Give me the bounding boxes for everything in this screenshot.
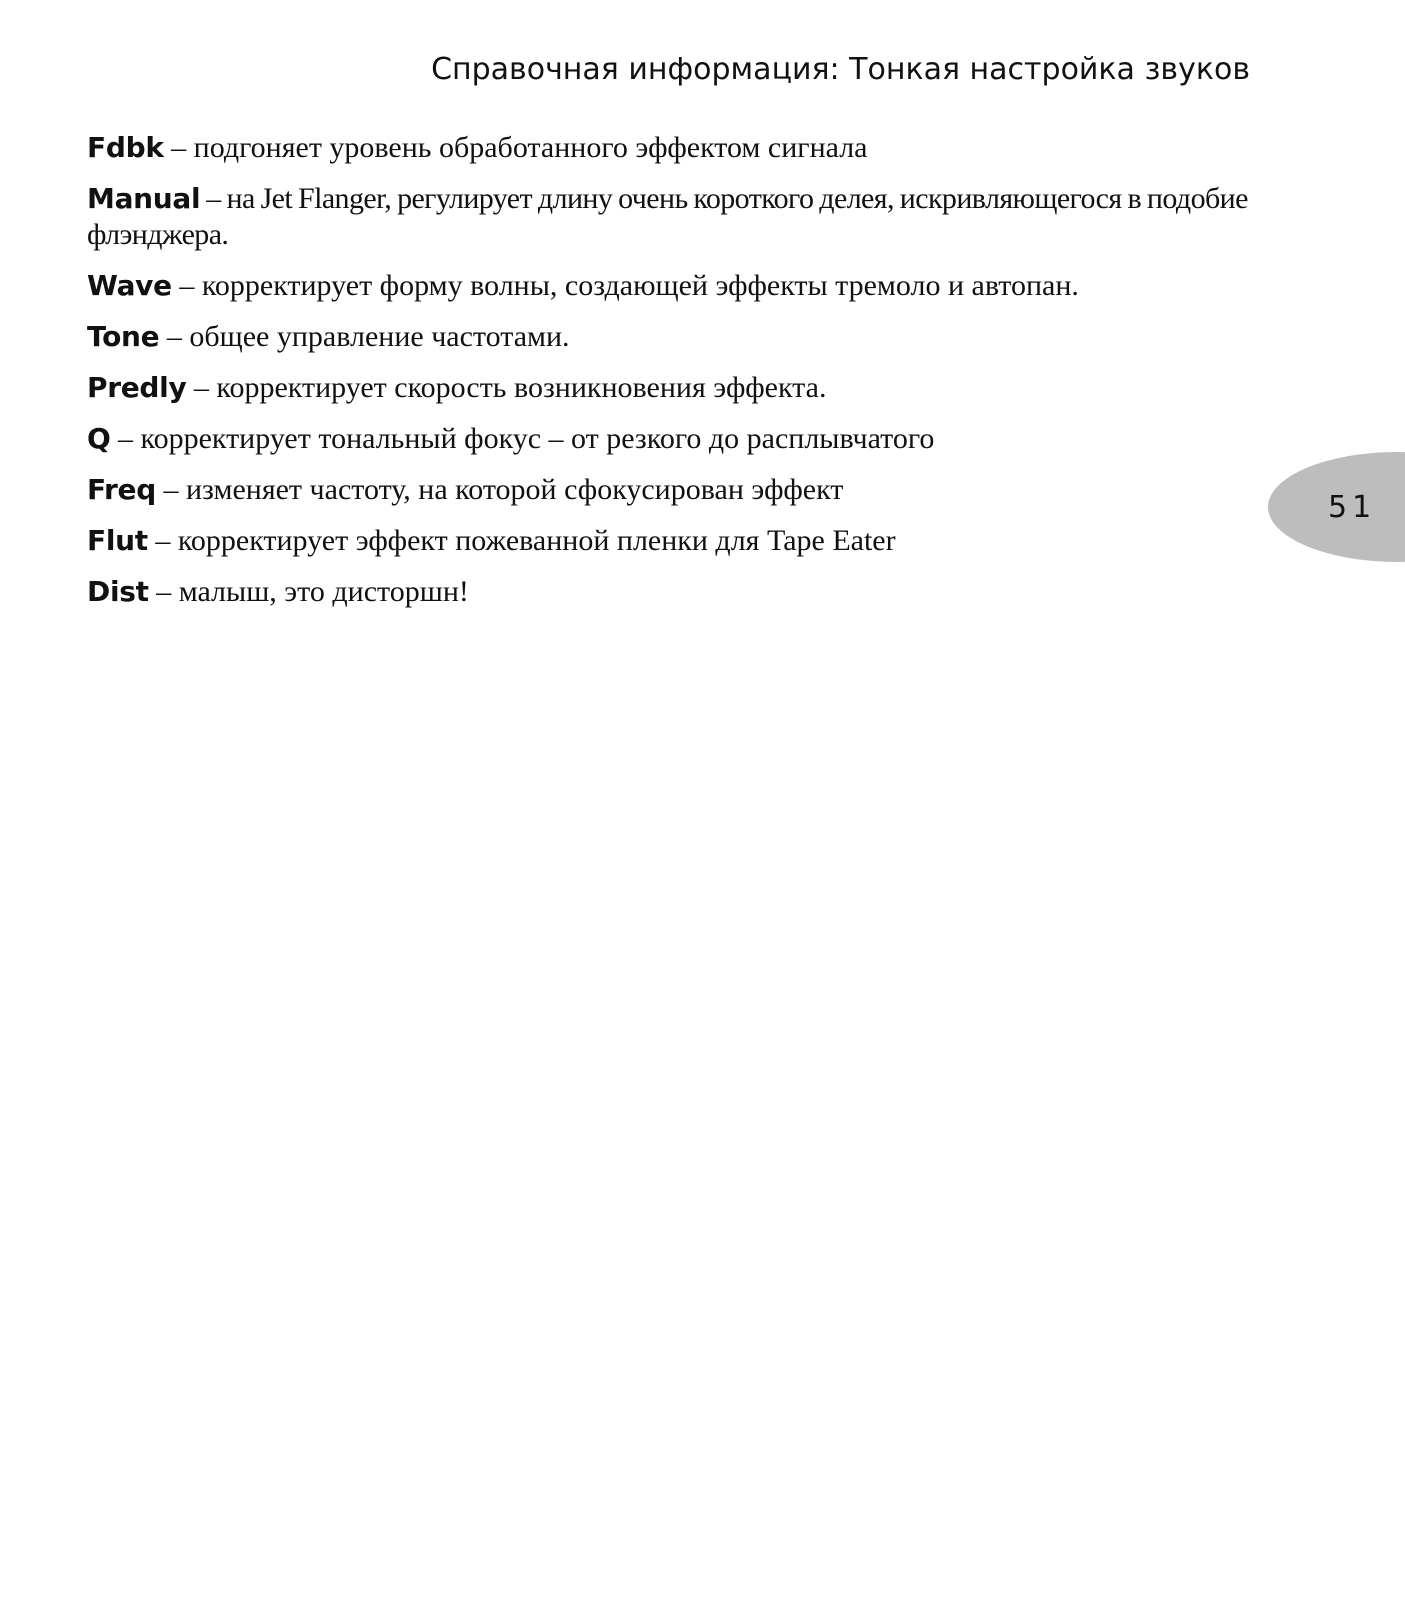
dash-separator: –	[186, 371, 217, 404]
term-description: общее управление частотами.	[189, 320, 570, 353]
term-label: Wave	[87, 269, 172, 302]
definition-entry-flut	[87, 523, 1252, 559]
term-description: подгоняет уровень обработанного эффектом сигнала	[193, 131, 868, 164]
page-number: 51	[1328, 490, 1377, 525]
definition-entry-dist	[87, 574, 1252, 610]
definition-entry-q	[87, 421, 1252, 457]
term-label: Fdbk	[87, 131, 164, 164]
dash-separator: –	[171, 269, 202, 302]
term-description: малыш, это дисторшн!	[178, 575, 469, 608]
definition-entry-fdbk	[87, 130, 1252, 166]
term-description: корректирует тональный фокус – от резкого до расплывчатого	[140, 422, 935, 455]
dash-separator: –	[148, 575, 179, 608]
term-description: изменяет частоту, на которой сфокусирован эффект	[185, 473, 844, 506]
parameter-definition-list	[87, 130, 1252, 625]
term-label: Manual	[87, 182, 201, 215]
definition-entry-predly	[87, 370, 1252, 406]
dash-separator: –	[110, 422, 141, 455]
term-label: Q	[87, 422, 111, 455]
term-label: Predly	[87, 371, 187, 404]
definition-entry-wave	[87, 268, 1252, 304]
dash-separator: –	[163, 131, 194, 164]
dash-separator: –	[155, 473, 186, 506]
term-label: Dist	[87, 575, 149, 608]
term-label: Flut	[87, 524, 148, 557]
term-description: корректирует эффект пожеванной пленки для Tape Eater	[177, 524, 896, 557]
definition-entry-freq	[87, 472, 1252, 508]
term-description: на Jet Flanger, регулирует длину очень короткого делея, искривляющегося в подобие флэнджера.	[87, 182, 1248, 251]
term-label: Freq	[87, 473, 156, 506]
definition-entry-manual	[87, 181, 1252, 253]
dash-separator: –	[200, 182, 227, 215]
dash-separator: –	[159, 320, 190, 353]
term-description: корректирует форму волны, создающей эффекты тремоло и автопан.	[201, 269, 1079, 302]
definition-entry-tone	[87, 319, 1252, 355]
running-header-title: Справочная информация: Тонкая настройка звуков	[431, 52, 1250, 87]
dash-separator: –	[147, 524, 178, 557]
term-description: корректирует скорость возникновения эффекта.	[216, 371, 827, 404]
term-label: Tone	[87, 320, 160, 353]
